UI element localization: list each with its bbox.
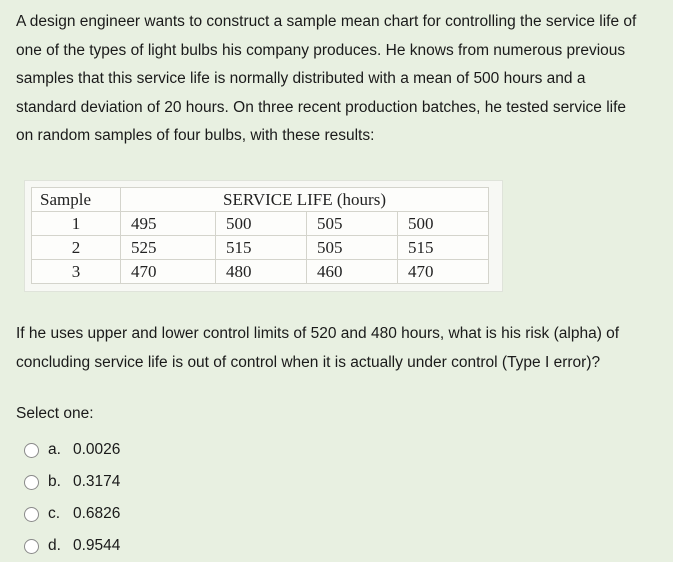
service-life-value: 495 xyxy=(121,212,216,236)
radio-button-c[interactable] xyxy=(24,507,39,522)
sample-number: 3 xyxy=(32,260,121,284)
radio-button-b[interactable] xyxy=(24,475,39,490)
header-service-life: SERVICE LIFE (hours) xyxy=(121,188,489,212)
option-value: 0.3174 xyxy=(73,473,121,490)
table-row xyxy=(32,212,489,236)
option-d[interactable] xyxy=(24,530,120,562)
option-a[interactable] xyxy=(24,434,120,466)
option-letter: b. xyxy=(48,473,61,490)
service-life-value: 480 xyxy=(216,260,307,284)
question-line: standard deviation of 20 hours. On three recent production batches, he tested service life xyxy=(16,98,627,116)
service-life-value: 500 xyxy=(216,212,307,236)
service-life-value: 505 xyxy=(307,212,398,236)
service-life-value: 470 xyxy=(398,260,489,284)
radio-button-a[interactable] xyxy=(24,443,39,458)
service-life-value: 515 xyxy=(216,236,307,260)
option-value: 0.9544 xyxy=(73,537,121,554)
sample-number: 2 xyxy=(32,236,121,260)
option-value: 0.0026 xyxy=(73,441,121,458)
question-line: If he uses upper and lower control limits of 520 and 480 hours, what is his risk (alpha) of xyxy=(16,325,620,342)
service-life-value: 515 xyxy=(398,236,489,260)
control-limits-question xyxy=(16,320,664,377)
table-row xyxy=(32,260,489,284)
radio-button-d[interactable] xyxy=(24,539,39,554)
option-value: 0.6826 xyxy=(73,505,121,522)
service-life-value: 505 xyxy=(307,236,398,260)
option-letter: d. xyxy=(48,537,61,554)
option-b[interactable] xyxy=(24,466,120,498)
option-letter: a. xyxy=(48,441,61,458)
service-life-value: 460 xyxy=(307,260,398,284)
table-row xyxy=(32,236,489,260)
question-line: concluding service life is out of control when it is actually under control (Type I error)? xyxy=(16,353,601,371)
service-life-value: 525 xyxy=(121,236,216,260)
table-header-row xyxy=(32,188,489,212)
question-line: on random samples of four bulbs, with these results: xyxy=(16,127,375,144)
question-text xyxy=(16,8,664,151)
header-sample: Sample xyxy=(32,188,121,212)
answer-options xyxy=(24,434,120,562)
service-life-value: 470 xyxy=(121,260,216,284)
service-life-value: 500 xyxy=(398,212,489,236)
option-letter: c. xyxy=(48,505,61,522)
service-life-table xyxy=(31,187,489,284)
option-c[interactable] xyxy=(24,498,120,530)
select-one-label: Select one: xyxy=(16,405,94,422)
question-line: samples that this service life is normally distributed with a mean of 500 hours and a xyxy=(16,70,586,87)
question-line: one of the types of light bulbs his company produces. He knows from numerous previous xyxy=(16,41,626,59)
sample-number: 1 xyxy=(32,212,121,236)
service-life-table-image xyxy=(24,180,503,292)
question-line: A design engineer wants to construct a sample mean chart for controlling the service life of xyxy=(16,13,637,30)
